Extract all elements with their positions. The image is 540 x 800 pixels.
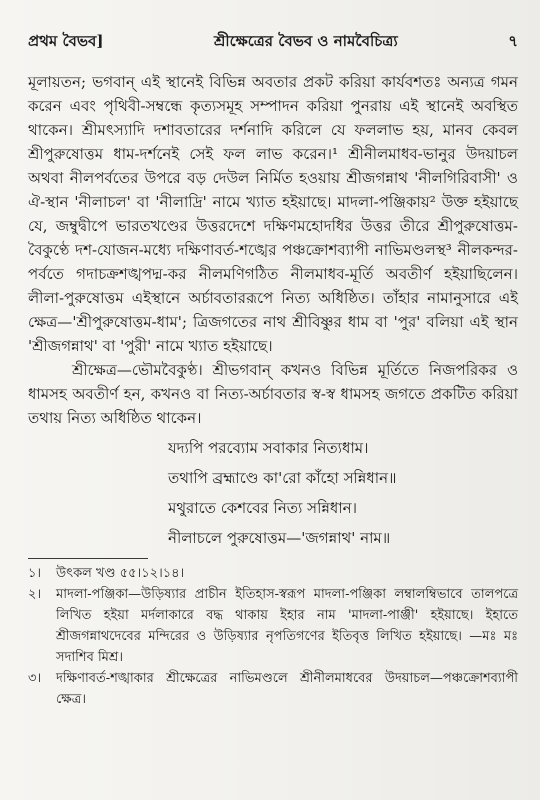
paragraph-1: মূলায়তন; ভগবান্ এই স্থানেই বিভিন্ন অবতার প্রকট করিয়া কার্যবশতঃ অন্যত্র গমন করেন এবং পৃথিবী-সম্বন্ধে কৃত্যসমূহ সম্পাদন করিয়া পুনরায় এই স্থানেই অবস্থিত থাকেন। শ্রীমৎস্যাদি দশাবতারের দর্শনাদি করিলে যে ফললাভ হয়, মানব কেবল শ্রীপুরুষোত্তম ধাম-দর্শনেই সেই ফল লাভ করেন।¹ শ্রীনীলমাধব-ভানুর উদয়াচল অথবা নীলপর্বতের উপরে বড় দেউল নির্মিত হওয়ায় শ্রীজগন্নাথ 'নীলগিরিবাসী' ও ঐ-স্থান 'নীলাচল' বা 'নীলাদ্রি' নামে খ্যাত হইয়াছে। মাদলা-পঞ্জিকায়² উক্ত হইয়াছে যে, জম্বুদ্বীপে ভারতখণ্ডের উত্তরদেশে দক্ষিণমহোদধির উত্তর তীরে শ্রীপুরুষোত্তম-বৈকুণ্ঠে দশ-যোজন-মধ্যে দক্ষিণাবর্ত-শঙ্খের পঞ্চক্রোশব্যাপী নাভিমণ্ডলস্থ³ নীলকন্দর-পর্বতে গদাচক্রশঙ্খপদ্ম-কর নীলমণিগঠিত নীলমাধব-মূর্তি অবতীর্ণ হইয়াছিলেন। লীলা-পুরুষোত্তম এইস্থানে অর্চাবতাররূপে নিত্য অধিষ্ঠিত। তাঁহার নামানুসারে এই ক্ষেত্র—'শ্রীপুরুষোত্তম-ধাম'; ত্রিজগতের নাথ শ্রীবিষ্ণুর ধাম বা 'পুর' বলিয়া এই স্থান 'শ্রীজগন্নাথ' বা 'পুরী' নামে খ্যাত হইয়াছে। bbox=[28, 73, 518, 355]
footnote-text: উৎকল খণ্ড ৫৫।১২।১৪। bbox=[56, 566, 185, 581]
footnote-3 bbox=[28, 668, 518, 710]
footnote-divider bbox=[28, 558, 148, 559]
footnote-number: ৩। bbox=[28, 671, 42, 686]
verse-line-3: মথুরাতে কেশবের নিত্য সন্নিধান। bbox=[168, 499, 357, 517]
paragraph-2: শ্রীক্ষেত্র—ভৌমবৈকুণ্ঠ। শ্রীভগবান্ কখনও বিভিন্ন মূর্তিতে নিজপরিকর ও ধামসহ অবতীর্ণ হন, কখনও বা নিত্য-অর্চাবতার স্ব-স্ব ধামসহ জগতে প্রকটিত করিয়া তথায় নিত্য অধিষ্ঠিত থাকেন। bbox=[28, 361, 518, 427]
page-number: ৭ bbox=[508, 32, 518, 50]
footnote-text: দক্ষিণাবর্ত-শঙ্খাকার শ্রীক্ষেত্রের নাভিমণ্ডলে শ্রীনীলমাধবের উদয়াচল—পঞ্চক্রোশব্যাপী ক্ষেত্র। bbox=[56, 671, 518, 707]
page-header bbox=[28, 30, 518, 55]
footnote-2 bbox=[28, 584, 518, 668]
verse-line-1: যদ্যপি পরব্যোম সবাকার নিত্যধাম। bbox=[168, 439, 369, 457]
page-running-title: শ্রীক্ষেত্রের বৈভব ও নামবৈচিত্র্য bbox=[213, 32, 398, 50]
footnote-text: মাদলা-পঞ্জিকা—উড়িষ্যার প্রাচীন ইতিহাস-স্বরূপ মাদলা-পঞ্জিকা লম্বালম্বিভাবে তালপত্রে লিখিত হইয়া মর্দলাকারে বদ্ধ থাকায় ইহার নাম 'মাদলা-পাঞ্জী' হইয়াছে। ইহাতে শ্রীজগন্নাথদেবের মন্দিরের ও উড়িষ্যার নৃপতিগণের ইতিবৃত্ত লিখিত হইয়াছে। —মঃ মঃ সদাশিব মিশ্র। bbox=[56, 587, 518, 665]
main-body bbox=[28, 70, 518, 430]
footnote-number: ১। bbox=[28, 566, 42, 581]
verse-block bbox=[168, 436, 518, 550]
chapter-label: প্রথম বৈভব] bbox=[28, 32, 104, 50]
verse-line-2: তথাপি ব্রহ্মাণ্ডে কা'রো কাঁহো সন্নিধান॥ bbox=[168, 469, 397, 487]
footnotes bbox=[28, 563, 518, 710]
verse-line-4: নীলাচলে পুরুষোত্তম—'জগন্নাথ' নাম॥ bbox=[168, 529, 391, 547]
footnote-1 bbox=[28, 563, 518, 584]
footnote-number: ২। bbox=[28, 587, 42, 602]
